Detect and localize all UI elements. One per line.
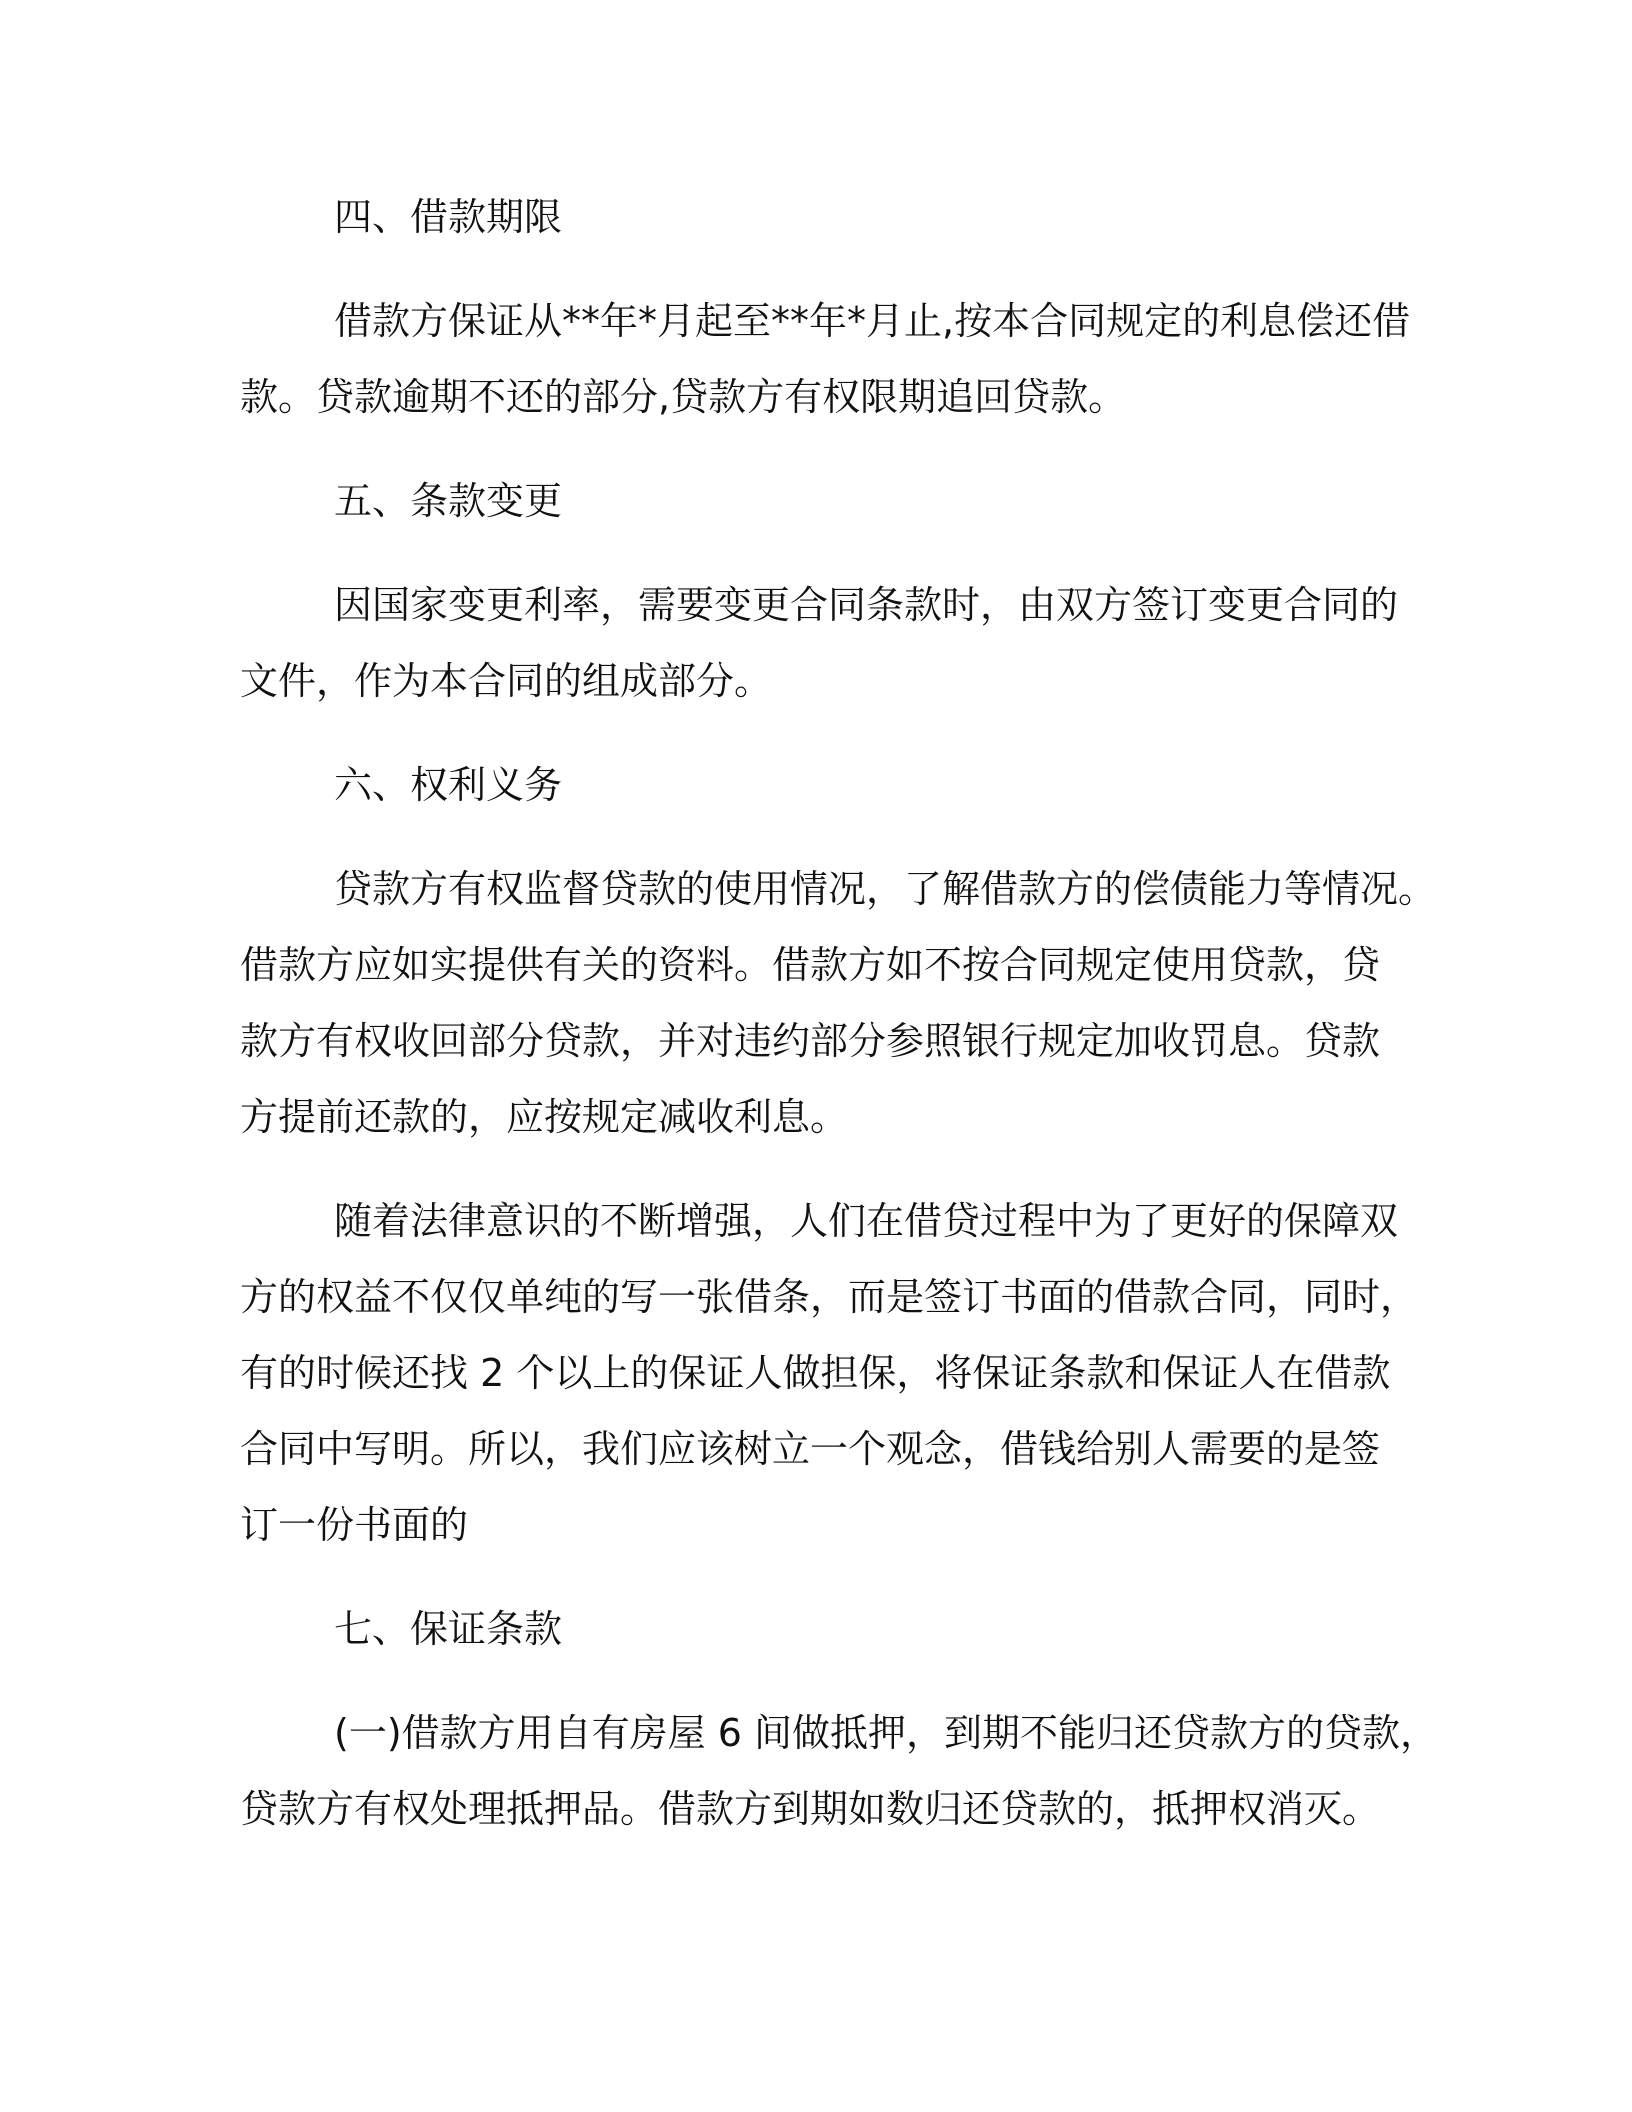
paragraph-line: 贷款方有权监督贷款的使用情况，了解借款方的偿债能力等情况。 [334, 867, 1437, 911]
paragraph-line: 文件，作为本合同的组成部分。 [240, 659, 773, 703]
paragraph-line: 方的权益不仅仅单纯的写一张借条，而是签订书面的借款合同，同时， [240, 1275, 1419, 1319]
paragraph-line: 订一份书面的 [240, 1503, 469, 1547]
paragraph-line: 款。贷款逾期不还的部分,贷款方有权限期追回贷款。 [240, 375, 1127, 419]
paragraph-line: 因国家变更利率，需要变更合同条款时，由双方签订变更合同的 [334, 583, 1399, 627]
paragraph-line: 贷款方有权处理抵押品。借款方到期如数归还贷款的，抵押权消灭。 [240, 1787, 1381, 1831]
paragraph-line: 方提前还款的，应按规定减收利息。 [240, 1095, 849, 1139]
section-heading: 七、保证条款 [334, 1607, 563, 1651]
section-heading: 五、条款变更 [334, 479, 563, 523]
paragraph-line: 合同中写明。所以，我们应该树立一个观念，借钱给别人需要的是签 [240, 1427, 1381, 1471]
paragraph-line: 借款方保证从**年*月起至**年*月止,按本合同规定的利息偿还借 [334, 299, 1411, 343]
paragraph-line: 借款方应如实提供有关的资料。借款方如不按合同规定使用贷款，贷 [240, 943, 1381, 987]
section-heading: 四、借款期限 [334, 195, 563, 239]
paragraph-line: 款方有权收回部分贷款，并对违约部分参照银行规定加收罚息。贷款 [240, 1019, 1381, 1063]
section-heading: 六、权利义务 [334, 763, 563, 807]
paragraph-line: 随着法律意识的不断增强，人们在借贷过程中为了更好的保障双 [334, 1199, 1399, 1243]
paragraph-line: (一)借款方用自有房屋 6 间做抵押，到期不能归还贷款方的贷款， [334, 1711, 1438, 1755]
paragraph-line: 有的时候还找 2 个以上的保证人做担保，将保证条款和保证人在借款 [240, 1351, 1391, 1395]
